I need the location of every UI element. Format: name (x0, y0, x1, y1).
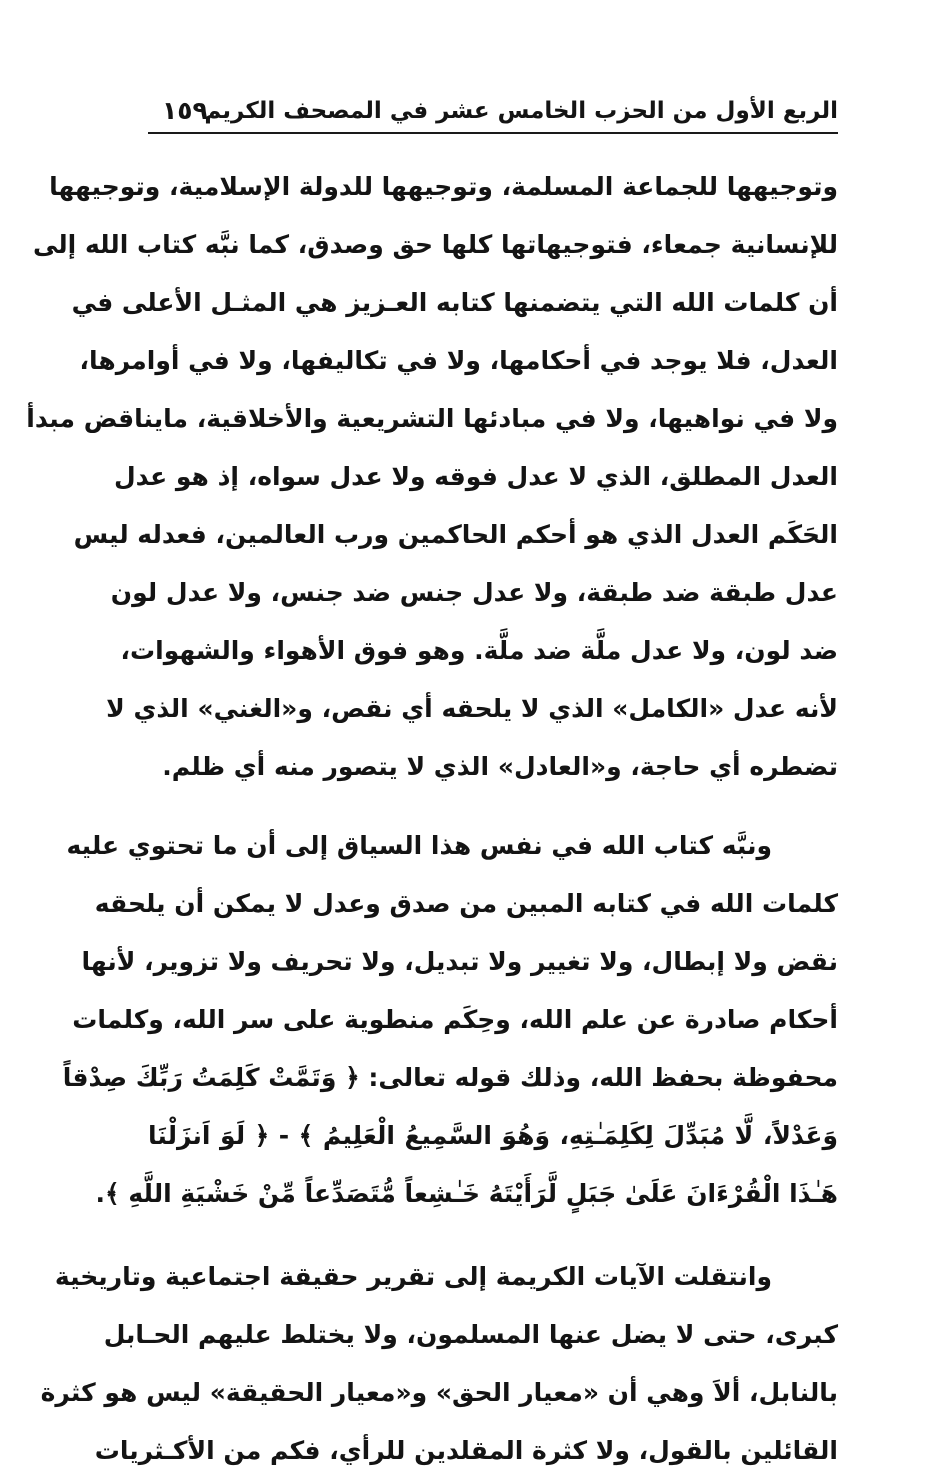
text-line: بالنابل، ألاَ وهي أن «معيار الحق» و«معيار الحقيقة» ليس هو كثرة (40, 1378, 838, 1407)
text-line: محفوظة بحفظ الله، وذلك قوله تعالى: ﴿ وَتَمَّتْ كَلِمَتُ رَبِّكَ صِدْقاً (62, 1063, 838, 1092)
text-line: وانتقلت الآيات الكريمة إلى تقرير حقيقة اجتماعية وتاريخية (54, 1262, 772, 1291)
quran-verse-line: وَعَدْلاً، لَّا مُبَدِّلَ لِكَلِمَـٰتِهِ، وَهُوَ السَّمِيعُ الْعَلِيمُ ﴾ - ﴿ لَوَ اَنزَلْنَا (148, 1121, 838, 1150)
text-line: للإنسانية جمعاء، فتوجيهاتها كلها حق وصدق، كما نبَّه كتاب الله إلى (32, 230, 838, 259)
text-line: وتوجيهها للجماعة المسلمة، وتوجيهها للدولة الإسلامية، وتوجيهها (49, 172, 838, 201)
text-line: تضطره أي حاجة، و«العادل» الذي لا يتصور منه أي ظلم. (162, 752, 838, 781)
text-line: العدل المطلق، الذي لا عدل فوقه ولا عدل سواه، إذ هو عدل (113, 462, 838, 491)
text-line: عدل طبقة ضد طبقة، ولا عدل جنس ضد جنس، ولا عدل لون (110, 578, 838, 607)
text-line: أن كلمات الله التي يتضمنها كتابه العـزيز هي المثـل الأعلى في (71, 288, 838, 317)
page-number: ١٥٩ (162, 96, 208, 125)
body-text (26, 158, 838, 1480)
paragraph-2 (62, 817, 838, 1223)
text-line: ولا في نواهيها، ولا في مبادئها التشريعية والأخلاقية، مايناقض مبدأ (26, 404, 838, 433)
text-line: الحَكَم العدل الذي هو أحكم الحاكمين ورب العالمين، فعدله ليس (73, 520, 838, 549)
running-header (148, 96, 838, 134)
text-line: لأنه عدل «الكامل» الذي لا يلحقه أي نقص، و«الغني» الذي لا (106, 694, 838, 723)
text-line: العدل، فلا يوجد في أحكامها، ولا في تكاليفها، ولا في أوامرها، (79, 346, 838, 375)
text-line: كبرى، حتى لا يضل عنها المسلمون، ولا يختلط عليهم الحـابل (103, 1320, 838, 1349)
header-title: الربع الأول من الحزب الخامس عشر في المصحف الكريم (204, 98, 838, 124)
text-line: القائلين بالقول، ولا كثرة المقلدين للرأي، فكم من الأكـثريات (94, 1436, 838, 1465)
quran-verse-line: هَـٰذَا الْقُرْءَانَ عَلَىٰ جَبَلٍ لَّرَأَيْتَهُ خَـٰشِعاً مُّتَصَدِّعاً مِّنْ خَشْيَةِ اللَّهِ ﴾. (95, 1179, 838, 1208)
text-line: ونبَّه كتاب الله في نفس هذا السياق إلى أن ما تحتوي عليه (66, 831, 772, 860)
text-line: ضد لون، ولا عدل ملَّة ضد ملَّة. وهو فوق الأهواء والشهوات، (120, 636, 838, 665)
paragraph-3 (40, 1248, 838, 1480)
text-line: كلمات الله في كتابه المبين من صدق وعدل لا يمكن أن يلحقه (94, 889, 838, 918)
paragraph-1 (26, 158, 838, 796)
text-line: نقض ولا إبطال، ولا تغيير ولا تبديل، ولا تحريف ولا تزوير، لأنها (81, 947, 838, 976)
text-line: أحكام صادرة عن علم الله، وحِكَم منطوية على سر الله، وكلمات (72, 1005, 838, 1034)
